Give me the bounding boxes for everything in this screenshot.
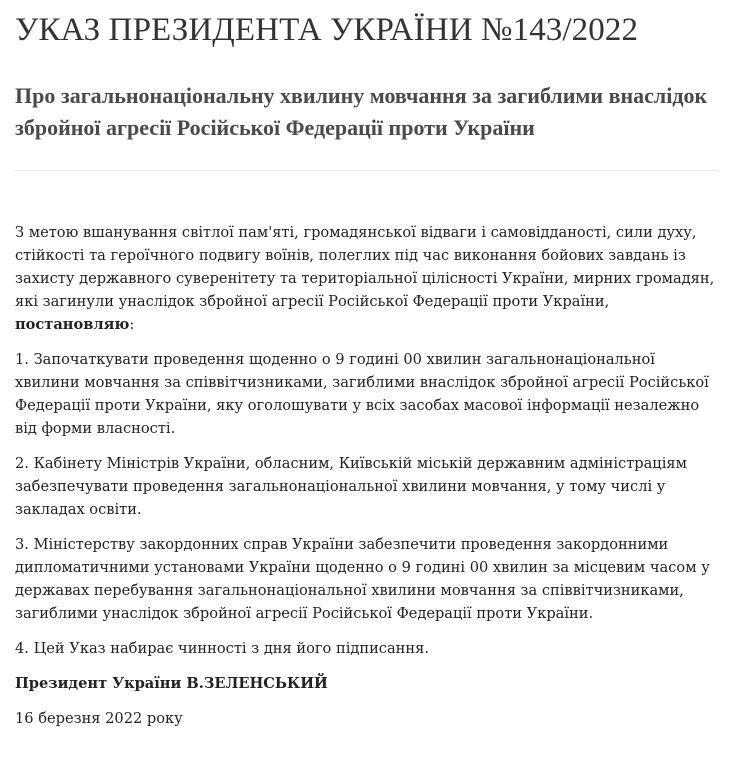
decree-body xyxy=(15,221,720,742)
decree-item-2: 2. Кабінету Міністрів України, обласним, Київській міській державним адміністраціям забезпечувати проведення загальнонаціональної хвилини мовчання, у тому числі у закладах освіти. xyxy=(15,455,687,518)
decree-item-4: 4. Цей Указ набирає чинності з дня його підписання. xyxy=(15,640,429,657)
divider xyxy=(15,170,717,171)
preamble-text: З метою вшанування світлої пам'яті, громадянської відваги і самовідданості, сили духу, стійкості та героїчного подвигу воїнів, полеглих під час виконання бойових завдань із захисту державного суверенітету та територіальної цілісності України, мирних громадян, які загинули унаслідок збройної агресії Російської Федерації проти України, xyxy=(15,224,715,310)
decree-date: 16 березня 2022 року xyxy=(15,710,183,727)
signature: Президент України В.ЗЕЛЕНСЬКИЙ xyxy=(15,675,328,692)
decree-subtitle: Про загальнонаціональну хвилину мовчання за загиблими внаслідок збройної агресії Російської Федерації проти України xyxy=(15,83,708,140)
decree-item-3: 3. Міністерству закордонних справ України забезпечити проведення закордонними дипломатичними установами України щоденно о 9 годині 00 хвилин за місцевим часом у державах перебування загальнонаціональної хвилини мовчання за співвітчизниками, загиблими унаслідок збройної агресії Російської Федерації проти України. xyxy=(15,536,710,622)
decree-item-1: 1. Започаткувати проведення щоденно о 9 годині 00 хвилин загальнонаціональної хвилини мовчання за співвітчизниками, загиблими внаслідок збройної агресії Російської Федерації проти України, яку оголошувати у всіх засобах масової інформації незалежно від форми власності. xyxy=(15,351,709,437)
decree-title: УКАЗ ПРЕЗИДЕНТА УКРАЇНИ №143/2022 xyxy=(15,12,639,48)
decree-word: постановляю xyxy=(15,316,130,333)
decree-colon: : xyxy=(129,316,135,333)
preamble-paragraph xyxy=(15,221,720,336)
